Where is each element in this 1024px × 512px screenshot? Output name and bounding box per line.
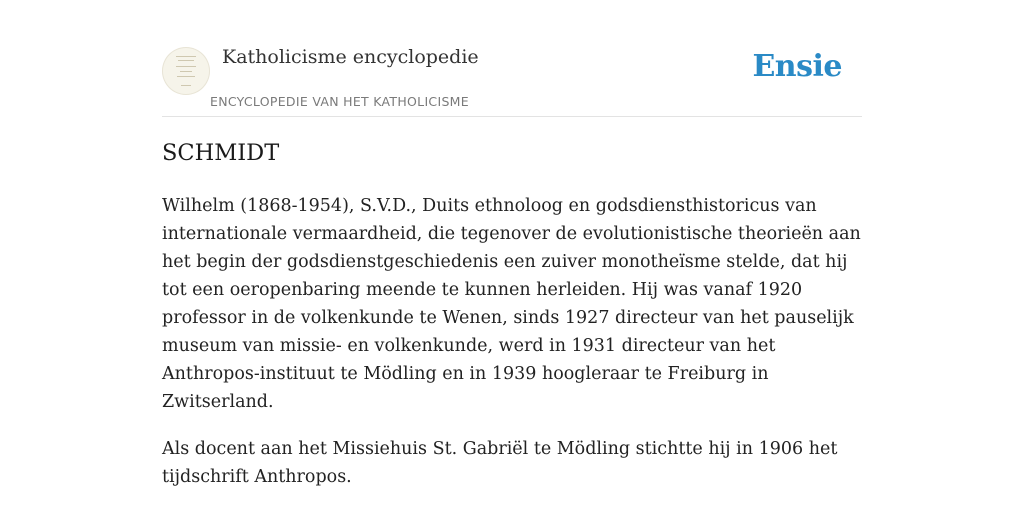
cover-text-line bbox=[180, 71, 192, 72]
site-header bbox=[162, 40, 862, 117]
cover-text-line bbox=[176, 56, 196, 57]
cover-text-line bbox=[178, 60, 194, 61]
ensie-logo-link[interactable]: Ensie bbox=[752, 49, 842, 84]
entry-body bbox=[162, 192, 862, 510]
entry-title: SCHMIDT bbox=[162, 140, 280, 166]
encyclopedia-subtitle: ENCYCLOPEDIE VAN HET KATHOLICISME bbox=[210, 94, 469, 109]
entry-paragraph: Als docent aan het Missiehuis St. Gabriël te Mödling stichtte hij in 1906 het tijdschrift Anthropos. bbox=[162, 439, 838, 487]
cover-text-line bbox=[177, 76, 195, 77]
entry-paragraph: Wilhelm (1868-1954), S.V.D., Duits ethnoloog en godsdiensthistoricus van internationale vermaardheid, die tegenover de evolutionistische theorieën aan het begin der godsdienstgeschiedenis een zuiver monotheïsme stelde, dat hij tot een oeropenbaring meende te kunnen herleiden. Hij was vanaf 1920 professor in de volkenkunde te Wenen, sinds 1927 directeur van het pauselijk museum van missie- en volkenkunde, werd in 1931 directeur van het Anthropos-instituut te Mödling en in 1939 hoogleraar te Freiburg in Zwitserland. bbox=[162, 196, 861, 412]
cover-text-line bbox=[181, 85, 191, 86]
cover-text-line bbox=[176, 66, 196, 67]
encyclopedia-cover-thumbnail[interactable] bbox=[162, 47, 210, 95]
encyclopedia-title-link[interactable]: Katholicisme encyclopedie bbox=[222, 46, 479, 68]
